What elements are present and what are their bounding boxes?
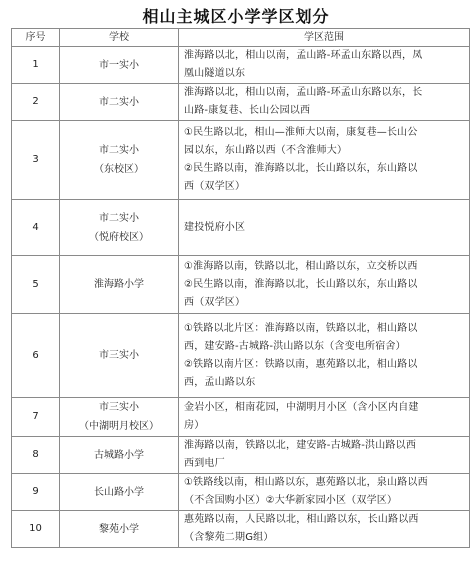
district-area-line: 房） bbox=[184, 420, 205, 431]
table-body bbox=[12, 47, 470, 548]
school-name bbox=[60, 200, 179, 256]
district-area-line: 西，孟山路以东 bbox=[184, 376, 256, 388]
school-name-line: 黎苑小学 bbox=[99, 523, 139, 535]
district-area bbox=[179, 511, 470, 548]
row-number: 4 bbox=[12, 200, 60, 256]
district-area bbox=[179, 121, 470, 200]
table-row bbox=[12, 47, 470, 84]
school-name bbox=[60, 398, 179, 437]
row-number: 10 bbox=[12, 511, 60, 548]
district-area-line: ②民生路以南，淮海路以北，长山路以东，东山路以 bbox=[184, 163, 418, 174]
district-area-line: 淮海路以北，相山以南，孟山路-环孟山东路以东，长 bbox=[184, 87, 423, 98]
table-row bbox=[12, 121, 470, 200]
school-name bbox=[60, 121, 179, 200]
table-row bbox=[12, 200, 470, 256]
school-name-line: 市三实小 bbox=[99, 402, 139, 413]
row-number: 6 bbox=[12, 314, 60, 398]
district-area bbox=[179, 314, 470, 398]
school-name bbox=[60, 437, 179, 474]
district-area-line: 建投悦府小区 bbox=[184, 221, 246, 233]
district-area-line: （不含国购小区）②大华新家园小区（双学区） bbox=[184, 495, 398, 506]
district-area bbox=[179, 84, 470, 121]
school-name-line: （东校区） bbox=[94, 164, 144, 175]
district-area-line: 凰山隧道以东 bbox=[184, 68, 246, 79]
row-number: 9 bbox=[12, 474, 60, 511]
district-area-line: （含黎苑二期G组） bbox=[184, 532, 274, 543]
table-row bbox=[12, 84, 470, 121]
school-name bbox=[60, 47, 179, 84]
school-name bbox=[60, 474, 179, 511]
school-name bbox=[60, 84, 179, 121]
school-name-line: 市二实小 bbox=[99, 212, 139, 224]
table-row bbox=[12, 437, 470, 474]
district-area bbox=[179, 47, 470, 84]
school-name bbox=[60, 314, 179, 398]
header-area: 学区范围 bbox=[179, 29, 470, 47]
row-number: 8 bbox=[12, 437, 60, 474]
district-area-line: 淮海路以北，相山以南，孟山路-环孟山东路以西，凤 bbox=[184, 50, 423, 61]
district-area-line: ①铁路以北片区：淮海路以南，铁路以北，相山路以 bbox=[184, 322, 418, 334]
table-row bbox=[12, 398, 470, 437]
district-area-line: 淮海路以南，铁路以北，建安路-古城路-洪山路以西 bbox=[184, 440, 417, 451]
school-name-line: 市二实小 bbox=[99, 96, 139, 108]
school-name-line: （悦府校区） bbox=[89, 231, 149, 243]
school-name-line: （中湖明月校区） bbox=[79, 421, 159, 432]
school-name-line: 长山路小学 bbox=[94, 486, 144, 498]
district-area bbox=[179, 398, 470, 437]
row-number: 7 bbox=[12, 398, 60, 437]
table-header-row bbox=[12, 29, 470, 47]
district-area bbox=[179, 437, 470, 474]
district-area bbox=[179, 200, 470, 256]
district-area-line: ②民生路以南，淮海路以北，长山路以东，东山路以 bbox=[184, 278, 418, 290]
district-area-line: 西，建安路-古城路-洪山路以东（含变电所宿舍） bbox=[184, 340, 406, 352]
row-number: 3 bbox=[12, 121, 60, 200]
school-name bbox=[60, 256, 179, 314]
district-area-line: 山路-康复巷、长山公园以西 bbox=[184, 105, 311, 116]
school-name-line: 古城路小学 bbox=[94, 449, 144, 461]
district-area-line: 金岩小区，相南花园，中湖明月小区（含小区内自建 bbox=[184, 402, 419, 413]
row-number: 2 bbox=[12, 84, 60, 121]
table-row bbox=[12, 256, 470, 314]
school-name bbox=[60, 511, 179, 548]
district-area-line: 西（双学区） bbox=[184, 181, 246, 192]
district-area bbox=[179, 256, 470, 314]
table-row bbox=[12, 474, 470, 511]
district-area-line: ①淮海路以南，铁路以北，相山路以东，立交桥以西 bbox=[184, 260, 418, 272]
header-no: 序号 bbox=[12, 29, 60, 47]
district-area-line: 西到电厂 bbox=[184, 458, 225, 469]
school-name-line: 市二实小 bbox=[99, 145, 139, 156]
header-school: 学校 bbox=[60, 29, 179, 47]
district-area-line: 西（双学区） bbox=[184, 296, 246, 308]
district-area-line: 园以东，东山路以西（不含淮师大） bbox=[184, 145, 348, 156]
row-number: 5 bbox=[12, 256, 60, 314]
row-number: 1 bbox=[12, 47, 60, 84]
school-district-table bbox=[11, 28, 470, 548]
document-title: 相山主城区小学学区划分 bbox=[142, 7, 330, 26]
school-name-line: 市三实小 bbox=[99, 350, 139, 361]
school-name-line: 市一实小 bbox=[99, 59, 139, 71]
school-name-line: 淮海路小学 bbox=[94, 279, 144, 290]
district-area-line: ①民生路以北，相山—淮师大以南，康复巷—长山公 bbox=[184, 127, 418, 138]
district-area bbox=[179, 474, 470, 511]
district-area-line: ①铁路线以南，相山路以东，惠苑路以北，泉山路以西 bbox=[184, 477, 428, 488]
district-area-line: 惠苑路以南，人民路以北，相山路以东，长山路以西 bbox=[184, 514, 419, 525]
district-area-line: ②铁路以南片区：铁路以南，惠苑路以北，相山路以 bbox=[184, 358, 418, 370]
table-row bbox=[12, 314, 470, 398]
table-row bbox=[12, 511, 470, 548]
